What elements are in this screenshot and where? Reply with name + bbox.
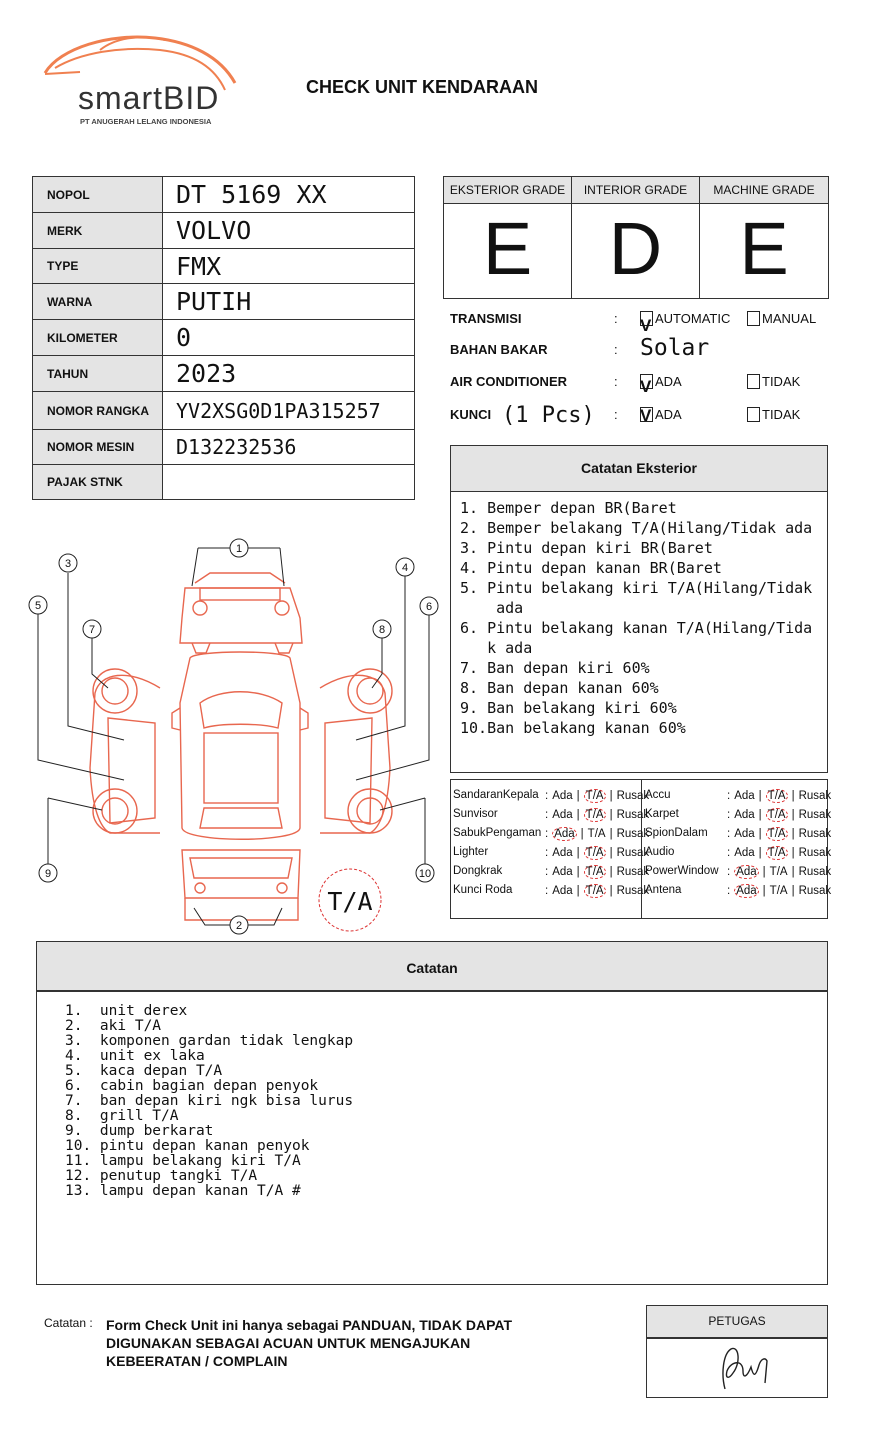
accessory-options: [543, 884, 651, 898]
accessory-colon: :: [727, 790, 731, 802]
accessory-options: [725, 808, 833, 822]
kunci-tidak-checkbox[interactable]: [747, 407, 760, 422]
notes-panel: [36, 941, 828, 1285]
callout-10: 10: [418, 868, 432, 880]
accessory-opt-ada[interactable]: Ada: [734, 809, 755, 821]
key-count: (1 Pcs): [502, 403, 595, 428]
callout-2: 2: [235, 920, 243, 932]
accessory-options: [725, 827, 833, 841]
accessory-colon: :: [545, 809, 549, 821]
accessory-opt-ada[interactable]: Ada: [552, 790, 573, 802]
accessory-sep: |: [791, 847, 795, 859]
info-value: YV2XSG0D1PA315257: [163, 392, 415, 430]
accessory-colon: :: [727, 809, 731, 821]
accessory-sep: |: [609, 847, 613, 859]
option-kunci-ada: ADA: [655, 407, 682, 422]
list-item: 7. ban depan kiri ngk bisa lurus: [65, 1093, 354, 1109]
list-item: 10.Ban belakang kanan 60%: [460, 719, 686, 737]
accessory-sep: |: [791, 866, 795, 878]
grade-value: D: [608, 207, 663, 290]
signature-icon: [647, 1339, 827, 1397]
accessory-sep: |: [576, 885, 580, 897]
accessory-options: [725, 846, 833, 860]
list-item: 11. lampu belakang kiri T/A: [65, 1153, 301, 1169]
accessory-opt-rusak[interactable]: Rusak: [616, 809, 650, 821]
disclaimer-text: Form Check Unit ini hanya sebagai PANDUAN, TIDAK DAPAT DIGUNAKAN SEBAGAI ACUAN UNTUK MENGAJUKAN KEBEERATAN / COMPLAIN: [106, 1317, 513, 1369]
list-item: k ada: [460, 639, 533, 657]
accessory-options: [543, 789, 651, 803]
accessory-sep: |: [791, 885, 795, 897]
logo-text: smartBID: [78, 80, 220, 116]
info-value: FMX: [163, 249, 415, 284]
option-automatic: AUTOMATIC: [655, 311, 731, 326]
accessory-name: Lighter: [453, 846, 489, 858]
accessory-sep: |: [609, 885, 613, 897]
option-manual: MANUAL: [762, 311, 817, 326]
notes-title: Catatan: [37, 942, 827, 992]
info-value: DT 5169 XX: [163, 177, 415, 213]
spec-label-transmisi: TRANSMISI: [450, 311, 522, 326]
info-value: 0: [163, 320, 415, 356]
info-label: TAHUN: [33, 356, 163, 392]
grade-machine: [700, 177, 828, 298]
notes-list: [37, 992, 827, 1199]
accessory-name: SpionDalam: [645, 827, 708, 839]
grade-label: INTERIOR GRADE: [572, 177, 699, 204]
accessory-sep: |: [576, 847, 580, 859]
kunci-check-mark: V: [640, 406, 652, 425]
accessory-opt-ta[interactable]: T/A: [769, 885, 788, 897]
accessory-opt-ada[interactable]: Ada: [552, 847, 573, 859]
accessory-options: [725, 789, 833, 803]
info-row-nomor-mesin: [33, 430, 415, 465]
accessory-opt-ta[interactable]: T/A: [769, 866, 788, 878]
accessory-opt-ta[interactable]: T/A: [585, 790, 604, 802]
smartbid-logo: [40, 28, 250, 133]
accessory-name: SandaranKepala: [453, 789, 539, 801]
accessory-opt-ta[interactable]: T/A: [585, 885, 604, 897]
callout-7: 7: [88, 624, 96, 636]
accessory-sep: |: [609, 828, 613, 840]
accessory-opt-rusak[interactable]: Rusak: [616, 828, 650, 840]
car-damage-diagram: [20, 528, 445, 938]
officer-signature-box: [646, 1305, 828, 1398]
accessory-options: [543, 827, 651, 841]
accessory-opt-rusak[interactable]: Rusak: [798, 809, 832, 821]
info-row-tahun: [33, 356, 415, 392]
info-label: NOMOR RANGKA: [33, 392, 163, 430]
list-item: 4. unit ex laka: [65, 1048, 205, 1064]
accessory-name: Audio: [645, 846, 675, 858]
list-item: 9. dump berkarat: [65, 1123, 214, 1139]
accessory-sep: |: [609, 866, 613, 878]
list-item: 4. Pintu depan kanan BR(Baret: [460, 559, 722, 577]
accessory-colon: :: [727, 847, 731, 859]
info-label: PAJAK STNK: [33, 465, 163, 500]
callout-1: 1: [235, 543, 243, 555]
accessory-colon: :: [545, 847, 549, 859]
car-outline-icon: [20, 528, 445, 938]
accessory-opt-ada[interactable]: Ada: [734, 847, 755, 859]
callout-4: 4: [401, 562, 409, 574]
info-label: NOMOR MESIN: [33, 430, 163, 465]
accessory-colon: :: [545, 866, 549, 878]
spec-label-bahan-bakar: BAHAN BAKAR: [450, 342, 548, 357]
accessory-sep: |: [758, 847, 762, 859]
info-value: 2023: [163, 356, 415, 392]
spec-colon: :: [614, 374, 618, 389]
list-item: 2. aki T/A: [65, 1018, 162, 1034]
accessory-opt-rusak[interactable]: Rusak: [616, 847, 650, 859]
ta-stamp: T/A: [327, 887, 373, 916]
accessory-name: Antena: [645, 884, 682, 896]
spec-colon: :: [614, 311, 618, 326]
accessory-opt-ta[interactable]: T/A: [585, 809, 604, 821]
info-row-warna: [33, 284, 415, 320]
list-item: 9. Ban belakang kiri 60%: [460, 699, 677, 717]
accessory-options: [725, 865, 833, 879]
accessory-colon: :: [727, 866, 731, 878]
grade-interior: [572, 177, 700, 298]
list-item: 2. Bemper belakang T/A(Hilang/Tidak ada: [460, 519, 813, 537]
spec-colon: :: [614, 342, 618, 357]
info-label: WARNA: [33, 284, 163, 320]
accessory-sep: |: [762, 885, 766, 897]
info-row-nomor-rangka: [33, 392, 415, 430]
accessory-name: Sunvisor: [453, 808, 498, 820]
list-item: 6. cabin bagian depan penyok: [65, 1078, 319, 1094]
spec-label-ac: AIR CONDITIONER: [450, 374, 567, 389]
accessory-opt-ta[interactable]: T/A: [767, 809, 786, 821]
accessory-opt-rusak[interactable]: Rusak: [798, 866, 832, 878]
accessory-opt-ada[interactable]: Ada: [734, 790, 755, 802]
info-label: KILOMETER: [33, 320, 163, 356]
exterior-notes-panel: [450, 445, 828, 773]
info-value: [163, 465, 415, 500]
option-kunci-tidak: TIDAK: [762, 407, 801, 422]
footer-label: Catatan :: [44, 1316, 93, 1330]
accessory-name: SabukPengaman: [453, 827, 542, 839]
info-row-nopol: [33, 177, 415, 213]
info-label: NOPOL: [33, 177, 163, 213]
accessory-sep: |: [758, 790, 762, 802]
info-row-merk: [33, 213, 415, 249]
accessory-name: PowerWindow: [645, 865, 719, 877]
accessory-opt-ta[interactable]: T/A: [587, 828, 606, 840]
accessory-colon: :: [727, 828, 731, 840]
accessory-sep: |: [609, 809, 613, 821]
accessory-options: [543, 846, 651, 860]
accessory-colon: :: [545, 790, 549, 802]
info-value: PUTIH: [163, 284, 415, 320]
accessory-name: Kunci Roda: [453, 884, 513, 896]
list-item: 6. Pintu belakang kanan T/A(Hilang/Tida: [460, 619, 813, 637]
accessory-opt-ada[interactable]: Ada: [734, 828, 755, 840]
accessory-opt-ada[interactable]: Ada: [736, 885, 757, 897]
option-ac-ada: ADA: [655, 374, 682, 389]
info-row-pajak-stnk: [33, 465, 415, 500]
accessory-opt-ada[interactable]: Ada: [554, 828, 575, 840]
list-item: 1. Bemper depan BR(Baret: [460, 499, 677, 517]
accessory-opt-ta[interactable]: T/A: [767, 828, 786, 840]
callout-8: 8: [378, 624, 386, 636]
accessory-name: Karpet: [645, 808, 679, 820]
accessory-options: [725, 884, 833, 898]
grade-value: E: [482, 207, 533, 290]
officer-title: PETUGAS: [647, 1306, 827, 1339]
ac-check-mark: V: [640, 377, 652, 396]
callout-5: 5: [34, 600, 42, 612]
logo-subtext: PT ANUGERAH LELANG INDONESIA: [80, 117, 212, 126]
automatic-check-mark: V: [640, 316, 652, 335]
grade-exterior: [444, 177, 572, 298]
accessory-name: Accu: [645, 789, 671, 801]
list-item: 10. pintu depan kanan penyok: [65, 1138, 310, 1154]
info-label: MERK: [33, 213, 163, 249]
accessory-opt-rusak[interactable]: Rusak: [616, 885, 650, 897]
vehicle-info-table: [32, 176, 415, 500]
accessory-sep: |: [580, 828, 584, 840]
accessory-colon: :: [545, 885, 549, 897]
accessory-opt-ada[interactable]: Ada: [552, 866, 573, 878]
accessory-colon: :: [545, 828, 549, 840]
grade-label: MACHINE GRADE: [700, 177, 828, 204]
exterior-notes-list: [451, 492, 827, 738]
option-ac-tidak: TIDAK: [762, 374, 801, 389]
list-item: 8. grill T/A: [65, 1108, 179, 1124]
info-row-kilometer: [33, 320, 415, 356]
accessory-opt-ta[interactable]: T/A: [585, 866, 604, 878]
spec-label-kunci: KUNCI: [450, 407, 492, 422]
info-label: TYPE: [33, 249, 163, 284]
accessory-opt-ada[interactable]: Ada: [736, 866, 757, 878]
accessory-opt-ta[interactable]: T/A: [585, 847, 604, 859]
ac-tidak-checkbox[interactable]: [747, 374, 760, 389]
exterior-notes-title: Catatan Eksterior: [451, 446, 827, 492]
list-item: 12. penutup tangki T/A: [65, 1168, 258, 1184]
list-item: ada: [460, 599, 524, 617]
list-item: 5. Pintu belakang kiri T/A(Hilang/Tidak: [460, 579, 813, 597]
list-item: 8. Ban depan kanan 60%: [460, 679, 659, 697]
list-item: 5. kaca depan T/A: [65, 1063, 223, 1079]
grades-panel: [443, 176, 829, 299]
accessory-opt-rusak[interactable]: Rusak: [798, 828, 832, 840]
accessory-opt-rusak[interactable]: Rusak: [616, 790, 650, 802]
accessory-sep: |: [576, 866, 580, 878]
accessory-sep: |: [758, 809, 762, 821]
accessory-sep: |: [791, 828, 795, 840]
accessory-sep: |: [609, 790, 613, 802]
accessory-opt-rusak[interactable]: Rusak: [798, 847, 832, 859]
accessory-opt-rusak[interactable]: Rusak: [798, 790, 832, 802]
accessory-colon: :: [727, 885, 731, 897]
accessory-opt-rusak[interactable]: Rusak: [798, 885, 832, 897]
accessory-opt-ada[interactable]: Ada: [552, 809, 573, 821]
accessory-options: [543, 808, 651, 822]
accessory-opt-ta[interactable]: T/A: [767, 790, 786, 802]
accessory-opt-rusak[interactable]: Rusak: [616, 866, 650, 878]
document-title: CHECK UNIT KENDARAAN: [306, 77, 538, 97]
spec-colon: :: [614, 407, 618, 422]
info-value: VOLVO: [163, 213, 415, 249]
spec-section: [450, 310, 830, 430]
info-value: D132232536: [163, 430, 415, 465]
manual-checkbox[interactable]: [747, 311, 760, 326]
list-item: 7. Ban depan kiri 60%: [460, 659, 650, 677]
list-item: 13. lampu depan kanan T/A #: [65, 1183, 301, 1199]
accessory-sep: |: [576, 809, 580, 821]
list-item: 3. komponen gardan tidak lengkap: [65, 1033, 354, 1049]
callout-6: 6: [425, 601, 433, 613]
accessory-options: [543, 865, 651, 879]
accessory-sep: |: [791, 790, 795, 802]
accessory-sep: |: [758, 828, 762, 840]
accessory-sep: |: [791, 809, 795, 821]
grade-value: E: [739, 207, 789, 290]
list-item: 1. unit derex: [65, 1003, 188, 1019]
accessory-sep: |: [762, 866, 766, 878]
grade-label: EKSTERIOR GRADE: [444, 177, 571, 204]
accessory-opt-ada[interactable]: Ada: [552, 885, 573, 897]
accessory-opt-ta[interactable]: T/A: [767, 847, 786, 859]
accessory-sep: |: [576, 790, 580, 802]
callout-9: 9: [44, 868, 52, 880]
fuel-value: Solar: [640, 335, 710, 361]
callout-3: 3: [64, 558, 72, 570]
info-row-type: [33, 249, 415, 284]
list-item: 3. Pintu depan kiri BR(Baret: [460, 539, 713, 557]
accessory-name: Dongkrak: [453, 865, 503, 877]
accessories-panel: [450, 779, 832, 919]
